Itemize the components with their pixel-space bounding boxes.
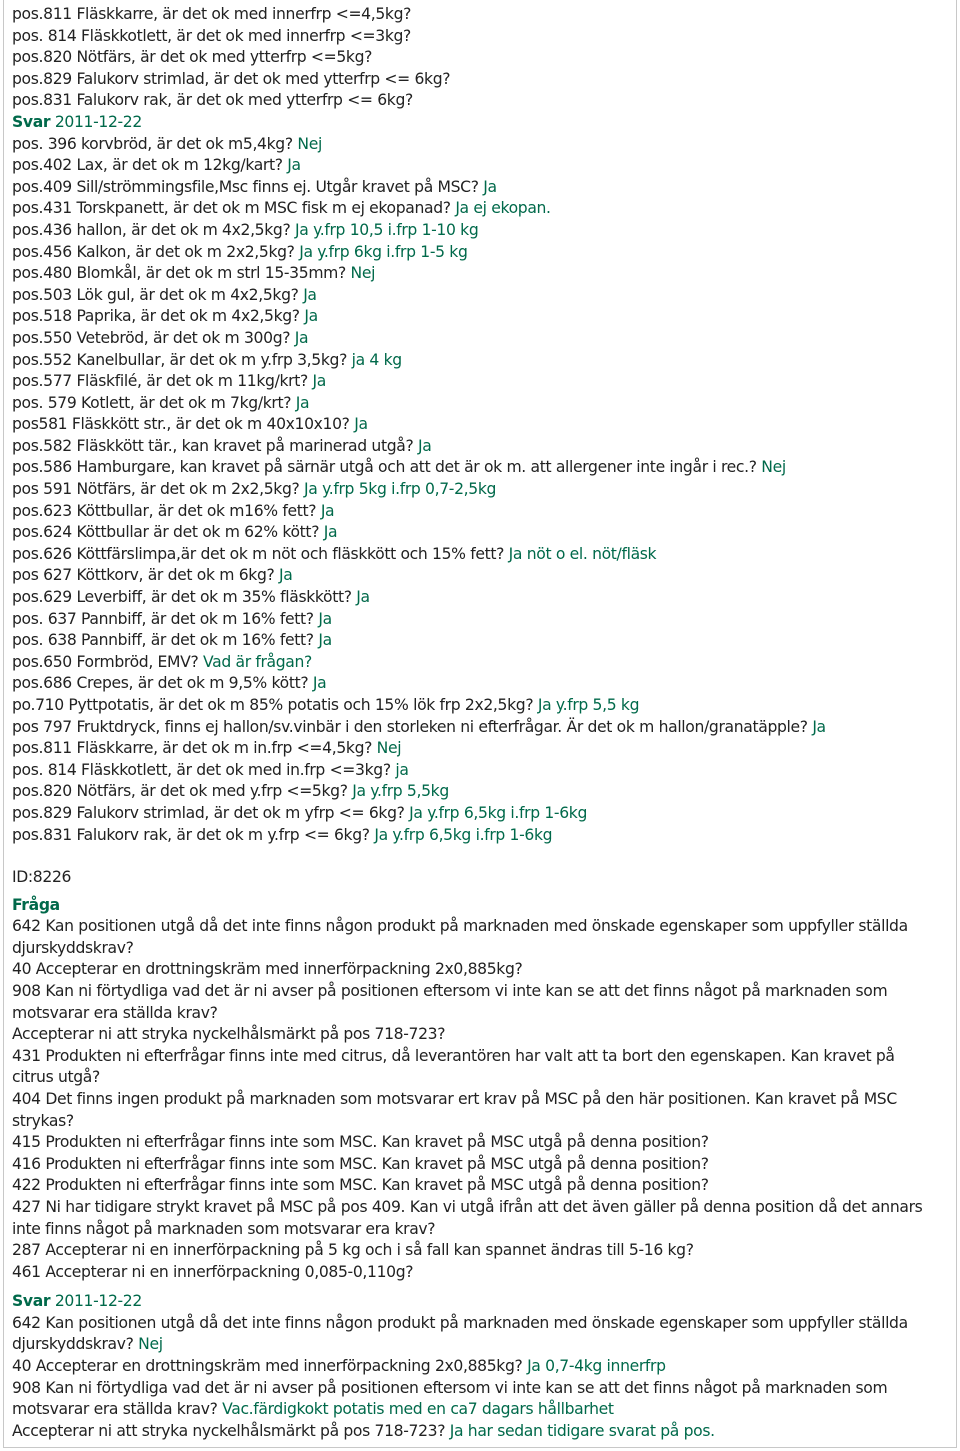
answer-line <box>0 522 940 544</box>
answer-question-text: pos.550 Vetebröd, är det ok m 300g? <box>12 328 291 347</box>
answer-line <box>0 825 940 847</box>
answer-line <box>0 134 940 156</box>
answer-question-text: pos. 814 Fläskkotlett, är det ok med in.frp <=3kg? <box>12 760 391 779</box>
answer-response-text: Ja <box>354 415 368 434</box>
answer-response-text: Ja <box>318 609 332 628</box>
question-line: 415 Produkten ni efterfrågar finns inte som MSC. Kan kravet på MSC utgå på denna position? <box>12 1133 709 1152</box>
answer-question-text: pos.623 Köttbullar, är det ok m16% fett? <box>12 501 317 520</box>
entry-id: ID:8226 <box>12 868 72 886</box>
question-list <box>0 916 940 1283</box>
answer-response-text: Ja y.frp 5,5 kg <box>537 696 640 714</box>
answer-line <box>0 263 940 285</box>
question-line: 427 Ni har tidigare strykt kravet på MSC på pos 409. Kan vi utgå ifrån att det även gäller på denna position då det annars inte finns något på marknaden som motsvarar era krav? <box>12 1197 923 1238</box>
answer-response-text: Nej <box>350 264 376 283</box>
answer-question-text: pos.503 Lök gul, är det ok m 4x2,5kg? <box>12 285 299 304</box>
answer-response-text: ja <box>395 760 409 779</box>
question-label: Fråga <box>12 895 60 914</box>
answer-question-text: pos.820 Nötfärs, är det ok med y.frp <=5kg? <box>12 782 348 801</box>
answer-response-text: Ja nöt o el. nöt/fläsk <box>508 544 657 563</box>
answer-line <box>0 652 940 674</box>
answer-response-text: Ja y.frp 6,5kg i.frp 1-6kg <box>409 803 588 822</box>
answer-response-text: Ja y.frp 10,5 i.frp 1-10 kg <box>295 220 479 239</box>
answer-response-text: Nej <box>138 1335 163 1354</box>
answer-line <box>0 393 940 415</box>
answer-response-text: Ja <box>312 674 327 693</box>
answer-response-text: Ja <box>812 717 826 736</box>
question-line: 416 Produkten ni efterfrågar finns inte som MSC. Kan kravet på MSC utgå på denna position? <box>12 1154 709 1173</box>
answer-question-text: pos.624 Köttbullar är det ok m 62% kött? <box>12 523 320 542</box>
answer-line <box>0 328 940 350</box>
question-line: Accepterar ni att stryka nyckelhålsmärkt på pos 718-723? <box>12 1025 446 1044</box>
answer-response-text: Ja y.frp 6,5kg i.frp 1-6kg <box>374 825 553 844</box>
question-line: pos.820 Nötfärs, är det ok med ytterfrp <=5kg? <box>12 48 373 67</box>
answer-line <box>0 565 940 587</box>
answer-question-text: po.710 Pyttpotatis, är det ok m 85% potatis och 15% lök frp 2x2,5kg? <box>12 696 534 714</box>
answer-line <box>0 350 940 372</box>
answer-question-text: pos.811 Fläskkarre, är det ok m in.frp <=4,5kg? <box>12 739 373 758</box>
answer-line <box>0 630 940 652</box>
answer-line <box>0 1313 940 1356</box>
answer-response-text: Ja <box>295 393 310 412</box>
answer-question-text: Accepterar ni att stryka nyckelhålsmärkt på pos 718-723? <box>12 1421 446 1440</box>
question-line: 642 Kan positionen utgå då det inte finns någon produkt på marknaden med önskade egenskaper som uppfyller ställda djurskyddskrav? <box>12 917 908 957</box>
answer-response-text: Ja <box>279 566 293 585</box>
answer-response-text: ja 4 kg <box>351 350 402 369</box>
answer-response-text: Ja y.frp 6kg i.frp 1-5 kg <box>299 242 468 261</box>
answer-question-text: pos 797 Fruktdryck, finns ej hallon/sv.vinbär i den storleken ni efterfrågar. Är det ok m hallon/granatäpple? <box>12 717 808 736</box>
answer-question-text: pos.829 Falukorv strimlad, är det ok m yfrp <= 6kg? <box>12 803 405 822</box>
answer-line <box>0 1356 940 1378</box>
question-line: 404 Det finns ingen produkt på marknaden som motsvarar ert krav på MSC på den här positionen. Kan kravet på MSC strykas? <box>12 1089 897 1130</box>
section-first-entry <box>0 4 940 846</box>
answer-list <box>0 134 940 847</box>
answer-question-text: pos 627 Köttkorv, är det ok m 6kg? <box>12 566 275 585</box>
answer-response-text: Ja <box>287 156 301 175</box>
answer-line <box>0 760 940 782</box>
question-line: 40 Accepterar en drottningskräm med innerförpackning 2x0,885kg? <box>12 960 523 979</box>
answer-question-text: pos.686 Crepes, är det ok m 9,5% kött? <box>12 674 309 693</box>
answer-question-text: pos. 638 Pannbiff, är det ok m 16% fett? <box>12 631 314 650</box>
answer-response-text: Nej <box>376 739 402 758</box>
answer-question-text: pos581 Fläskkött str., är det ok m 40x10x10? <box>12 415 350 434</box>
answer-response-text: Vad är frågan? <box>203 652 312 671</box>
answer-question-text: pos. 396 korvbröd, är det ok m5,4kg? <box>12 134 293 153</box>
answer-date: 2011-12-22 <box>54 1292 142 1311</box>
answer-response-text: Vac.färdigkokt potatis med en ca7 dagars hållbarhet <box>222 1400 614 1419</box>
answer-line <box>0 587 940 609</box>
answer-date: 2011-12-22 <box>54 112 142 131</box>
answer-line <box>0 306 940 328</box>
answer-question-text: pos. 579 Kotlett, är det ok m 7kg/krt? <box>12 393 292 412</box>
answer-response-text: Ja <box>483 177 497 196</box>
question-line: 431 Produkten ni efterfrågar finns inte med citrus, då leverantören har valt att ta bort den egenskapen. Kan kravet på citrus utgå? <box>12 1046 895 1087</box>
answer-line <box>0 717 940 739</box>
answer-response-text: Nej <box>297 134 322 153</box>
question-line: pos.829 Falukorv strimlad, är det ok med ytterfrp <= 6kg? <box>12 69 451 88</box>
answer-heading <box>0 112 940 134</box>
answer-label: Svar <box>12 1292 51 1311</box>
answer-question-text: pos.480 Blomkål, är det ok m strl 15-35mm? <box>12 264 346 283</box>
answer-line <box>0 220 940 242</box>
answer-list <box>0 1313 940 1443</box>
answer-question-text: pos.409 Sill/strömmingsfile,Msc finns ej. Utgår kravet på MSC? <box>12 177 479 196</box>
answer-line <box>0 501 940 523</box>
answer-heading <box>0 1291 940 1313</box>
answer-label: Svar <box>12 112 51 131</box>
answer-line <box>0 695 940 717</box>
answer-line <box>0 479 940 501</box>
question-line: pos. 814 Fläskkotlett, är det ok med innerfrp <=3kg? <box>12 26 411 45</box>
answer-response-text: Ja <box>320 501 335 520</box>
answer-question-text: pos.629 Leverbiff, är det ok m 35% fläskkött? <box>12 588 352 607</box>
question-line: pos.811 Fläskkarre, är det ok med innerfrp <=4,5kg? <box>12 5 412 23</box>
answer-response-text: Ja <box>304 307 318 326</box>
answer-question-text: pos.402 Lax, är det ok m 12kg/kart? <box>12 156 283 175</box>
answer-question-text: 908 Kan ni förtydliga vad det är ni avser på positionen eftersom vi inte kan se att det finns något på marknaden som motsvarar era ställda krav? <box>12 1378 888 1419</box>
answer-line <box>0 781 940 803</box>
answer-question-text: pos.431 Torskpanett, är det ok m MSC fisk m ej ekopanad? <box>12 199 451 218</box>
answer-question-text: pos. 637 Pannbiff, är det ok m 16% fett? <box>12 609 314 628</box>
answer-line <box>0 436 940 458</box>
answer-response-text: Ja 0,7-4kg innerfrp <box>527 1357 666 1376</box>
answer-question-text: pos.577 Fläskfilé, är det ok m 11kg/krt? <box>12 372 308 391</box>
answer-line <box>0 738 940 760</box>
answer-question-text: pos.586 Hamburgare, kan kravet på särnär utgå och att det är ok m. att allergener inte ingår i rec.? <box>12 458 757 477</box>
question-line: 908 Kan ni förtydliga vad det är ni avser på positionen eftersom vi inte kan se att det finns något på marknaden som motsvarar era ställda krav? <box>12 981 888 1022</box>
answer-question-text: pos 591 Nötfärs, är det ok m 2x2,5kg? <box>12 480 300 499</box>
answer-line <box>0 198 940 220</box>
answer-question-text: pos.650 Formbröd, EMV? <box>12 652 199 671</box>
answer-response-text: Ja <box>312 372 327 391</box>
question-line: 287 Accepterar ni en innerförpackning på 5 kg och i så fall kan spannet ändras till 5-16 kg? <box>12 1241 694 1260</box>
answer-question-text: pos.831 Falukorv rak, är det ok m y.frp <= 6kg? <box>12 825 370 844</box>
answer-question-text: pos.626 Köttfärslimpa,är det ok m nöt och fläskkött och 15% fett? <box>12 544 505 563</box>
answer-line <box>0 155 940 177</box>
answer-question-text: pos.518 Paprika, är det ok m 4x2,5kg? <box>12 307 300 326</box>
answer-response-text: Nej <box>761 458 786 477</box>
question-line: 461 Accepterar ni en innerförpackning 0,085-0,110g? <box>12 1262 414 1281</box>
answer-response-text: Ja <box>294 328 309 347</box>
answer-line <box>0 673 940 695</box>
answer-response-text: Ja ej ekopan. <box>455 199 551 218</box>
answer-response-text: Ja y.frp 5kg i.frp 0,7-2,5kg <box>304 480 497 499</box>
answer-response-text: Ja <box>323 523 338 542</box>
answer-question-text: pos.456 Kalkon, är det ok m 2x2,5kg? <box>12 242 295 261</box>
answer-line <box>0 177 940 199</box>
answer-response-text: Ja <box>418 436 432 455</box>
answer-line <box>0 609 940 631</box>
answer-question-text: pos.436 hallon, är det ok m 4x2,5kg? <box>12 220 291 239</box>
question-line: 422 Produkten ni efterfrågar finns inte som MSC. Kan kravet på MSC utgå på denna position? <box>12 1176 709 1195</box>
answer-line <box>0 803 940 825</box>
answer-line <box>0 457 940 479</box>
answer-line <box>0 242 940 264</box>
answer-response-text: Ja <box>303 285 317 304</box>
answer-line <box>0 1421 940 1443</box>
answer-response-text: Ja <box>356 588 370 607</box>
answer-line <box>0 285 940 307</box>
answer-line <box>0 544 940 566</box>
answer-question-text: pos.582 Fläskkött tär., kan kravet på marinerad utgå? <box>12 436 414 455</box>
answer-line <box>0 414 940 436</box>
answer-question-text: pos.552 Kanelbullar, är det ok m y.frp 3,5kg? <box>12 350 348 369</box>
answer-response-text: Ja <box>318 631 332 650</box>
section-second-entry <box>0 867 940 1442</box>
answer-line <box>0 1378 940 1421</box>
answer-question-text: 40 Accepterar en drottningskräm med innerförpackning 2x0,885kg? <box>12 1357 523 1376</box>
answer-response-text: Ja har sedan tidigare svarat på pos. <box>449 1421 715 1440</box>
question-block <box>0 4 940 112</box>
answer-question-text: 642 Kan positionen utgå då det inte finns någon produkt på marknaden med önskade egenskaper som uppfyller ställda djurskyddskrav? <box>12 1313 908 1354</box>
question-line: pos.831 Falukorv rak, är det ok med ytterfrp <= 6kg? <box>12 91 413 110</box>
answer-line <box>0 371 940 393</box>
answer-response-text: Ja y.frp 5,5kg <box>352 782 449 801</box>
question-heading <box>0 895 940 917</box>
